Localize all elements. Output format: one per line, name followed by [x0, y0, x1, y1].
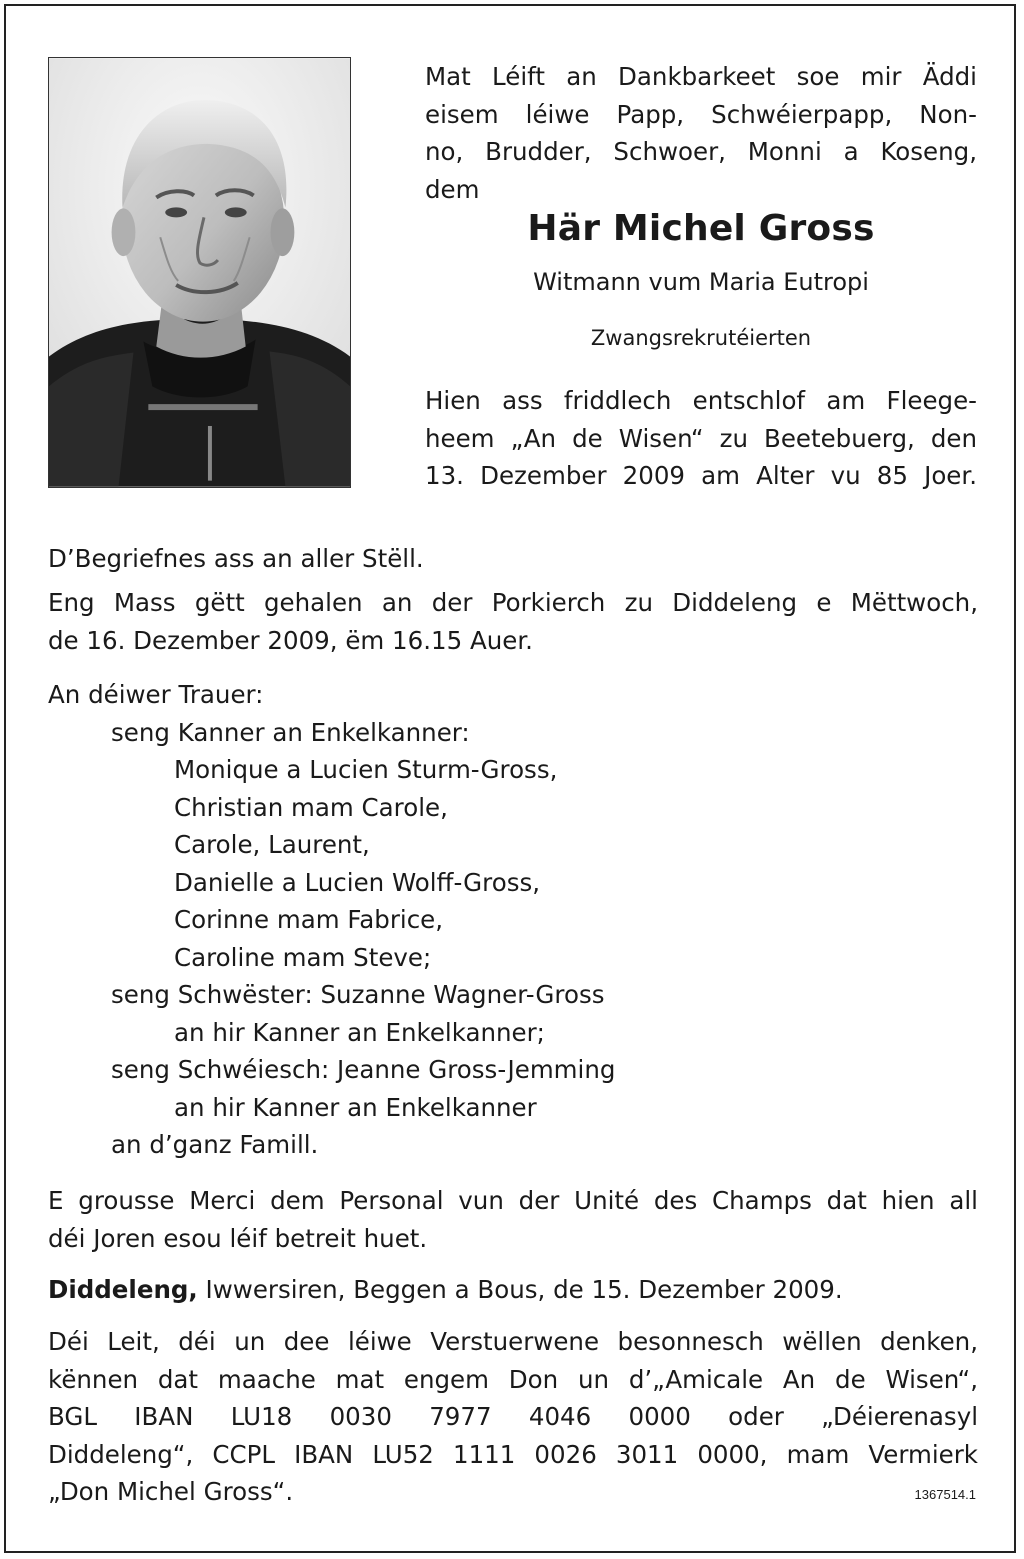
donation-line: Déi Leit, déi un dee léiwe Verstuerwene besonnesch wëllen denken,: [48, 1327, 978, 1356]
death-paragraph: [425, 382, 977, 495]
child-entry: Danielle a Lucien Wolff-Gross,: [174, 867, 541, 897]
mourning-list: [48, 676, 978, 1164]
funeral-notice-text: D’Begriefnes ass an aller Stëll.: [48, 544, 424, 573]
mourning-intro: An déiwer Trauer:: [48, 680, 264, 709]
sister-in-law-entry: seng Schwéiesch: Jeanne Gross-Jemming: [111, 1055, 616, 1084]
children-label: seng Kanner an Enkelkanner:: [111, 717, 470, 747]
family-entry: an d’ganz Famill.: [111, 1130, 319, 1159]
intro-line: Mat Léift an Dankbarkeet soe mir Äddi: [425, 62, 977, 91]
sister-in-law-kids-entry: an hir Kanner an Enkelkanner: [174, 1092, 537, 1122]
mass-line: de 16. Dezember 2009, ëm 16.15 Auer.: [48, 625, 533, 655]
intro-line: no, Brudder, Schwoer, Monni a Koseng,: [425, 137, 977, 166]
place-rest: Iwwersiren, Beggen a Bous, de 15. Dezember 2009.: [197, 1275, 843, 1304]
deceased-name: Här Michel Gross: [527, 208, 875, 249]
funeral-notice: [48, 540, 978, 578]
widower-of: Witmann vum Maria Eutropi: [533, 268, 869, 296]
child-entry: Corinne mam Fabrice,: [174, 905, 444, 934]
death-line: Hien ass friddlech entschlof am Fleege-: [425, 386, 977, 415]
death-line: heem „An de Wisen“ zu Beetebuerg, den: [425, 423, 977, 453]
deceased-status: Zwangsrekrutéierten: [590, 326, 812, 350]
donation-line: kënnen dat maache mat engem Don un d’„Amicale An de Wisen“,: [48, 1364, 978, 1394]
thanks-line: déi Joren esou léif betreit huet.: [48, 1223, 428, 1253]
thanks-line: E grousse Merci dem Personal vun der Unité des Champs dat hien all: [48, 1186, 978, 1215]
sister-entry: seng Schwëster: Suzanne Wagner-Gross: [111, 980, 605, 1009]
child-entry: Christian mam Carole,: [174, 792, 448, 822]
intro-paragraph: [425, 58, 977, 208]
place-town: Diddeleng,: [48, 1275, 198, 1304]
donation-line: BGL IBAN LU18 0030 7977 4046 0000 oder „Déierenasyl: [48, 1402, 978, 1431]
sister-kids-entry: an hir Kanner an Enkelkanner;: [174, 1017, 545, 1047]
intro-line: dem: [425, 174, 480, 204]
place-date-line: [48, 1271, 978, 1309]
death-line: 13. Dezember 2009 am Alter vu 85 Joer.: [425, 461, 977, 490]
intro-line: eisem léiwe Papp, Schwéierpapp, Non-: [425, 99, 977, 129]
donation-paragraph: [48, 1323, 978, 1511]
child-entry: Caroline mam Steve;: [174, 942, 432, 972]
portrait-photo: [48, 57, 351, 488]
mass-paragraph: [48, 584, 978, 659]
donation-line: Diddeleng“, CCPL IBAN LU52 1111 0026 3011 0000, mam Vermierk: [48, 1439, 978, 1469]
child-entry: Monique a Lucien Sturm-Gross,: [174, 755, 558, 784]
thanks-paragraph: [48, 1182, 978, 1257]
mass-line: Eng Mass gëtt gehalen an der Porkierch zu Diddeleng e Mëttwoch,: [48, 588, 978, 617]
donation-line: „Don Michel Gross“.: [48, 1477, 294, 1506]
reference-number: 1367514.1: [914, 1487, 976, 1502]
portrait-image: [49, 58, 350, 487]
child-entry: Carole, Laurent,: [174, 830, 370, 859]
